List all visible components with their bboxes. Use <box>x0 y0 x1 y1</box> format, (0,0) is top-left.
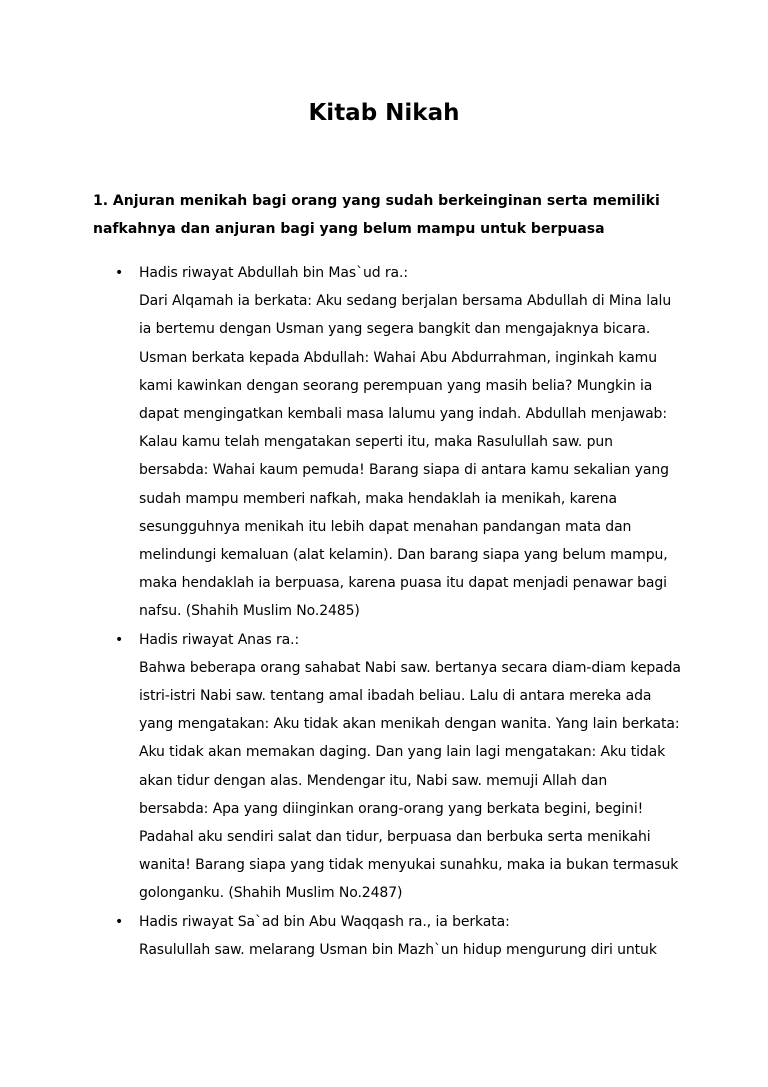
text-line: Dari Alqamah ia berkata: Aku sedang berjalan bersama Abdullah di Mina lalu <box>139 293 672 310</box>
bullet-icon: • <box>115 265 124 281</box>
text-line: sesungguhnya menikah itu lebih dapat menahan pandangan mata dan <box>139 518 632 535</box>
text-line: wanita! Barang siapa yang tidak menyukai sunahku, maka ia bukan termasuk <box>139 857 679 874</box>
bullet-icon: • <box>115 631 124 648</box>
text-line: Usman berkata kepada Abdullah: Wahai Abu Abdurrahman, inginkah kamu <box>139 349 657 366</box>
text-line: melindungi kemaluan (alat kelamin). Dan barang siapa yang belum mampu, <box>139 547 668 564</box>
text-line: Bahwa beberapa orang sahabat Nabi saw. bertanya secara diam-diam kepada <box>139 659 681 676</box>
text-line: maka hendaklah ia berpuasa, karena puasa itu dapat menjadi penawar bagi <box>139 575 667 592</box>
text-line: kami kawinkan dengan seorang perempuan yang masih belia? Mungkin ia <box>139 377 653 394</box>
hadith-item <box>0 908 699 964</box>
hadith-item <box>0 626 699 908</box>
text-line: Hadis riwayat Anas ra.: <box>139 631 300 648</box>
text-line: Aku tidak akan memakan daging. Dan yang lain lagi mengatakan: Aku tidak <box>139 744 666 761</box>
text-line: Padahal aku sendiri salat dan tidur, berpuasa dan berbuka serta menikahi <box>139 829 651 846</box>
section-heading-line: nafkahnya dan anjuran bagi yang belum mampu untuk berpuasa <box>93 221 605 237</box>
text-line: sudah mampu memberi nafkah, maka hendaklah ia menikah, karena <box>139 490 617 507</box>
text-line: bersabda: Wahai kaum pemuda! Barang siapa di antara kamu sekalian yang <box>139 462 669 479</box>
text-line: Hadis riwayat Sa`ad bin Abu Waqqash ra., ia berkata: <box>139 913 510 930</box>
section-heading <box>93 187 693 243</box>
text-line: nafsu. (Shahih Muslim No.2485) <box>139 603 360 620</box>
section-heading-line: 1. Anjuran menikah bagi orang yang sudah berkeinginan serta memiliki <box>93 193 660 209</box>
text-line: ia bertemu dengan Usman yang segera bangkit dan mengajaknya bicara. <box>139 321 651 338</box>
text-line: golonganku. (Shahih Muslim No.2487) <box>139 885 403 902</box>
hadith-item <box>0 259 699 626</box>
hadith-list <box>0 259 699 964</box>
page-title: Kitab Nikah <box>308 100 460 126</box>
text-line: dapat mengingatkan kembali masa lalumu yang indah. Abdullah menjawab: <box>139 406 667 423</box>
text-line: Rasulullah saw. melarang Usman bin Mazh`un hidup mengurung diri untuk <box>139 941 657 958</box>
text-line: bersabda: Apa yang diinginkan orang-orang yang berkata begini, begini! <box>139 800 644 817</box>
bullet-icon: • <box>115 913 124 930</box>
text-line: akan tidur dengan alas. Mendengar itu, Nabi saw. memuji Allah dan <box>139 772 608 789</box>
text-line: Hadis riwayat Abdullah bin Mas`ud ra.: <box>139 265 408 281</box>
text-line: Kalau kamu telah mengatakan seperti itu, maka Rasulullah saw. pun <box>139 434 613 451</box>
text-line: istri-istri Nabi saw. tentang amal ibadah beliau. Lalu di antara mereka ada <box>139 688 652 705</box>
text-line: yang mengatakan: Aku tidak akan menikah dengan wanita. Yang lain berkata: <box>139 716 680 733</box>
